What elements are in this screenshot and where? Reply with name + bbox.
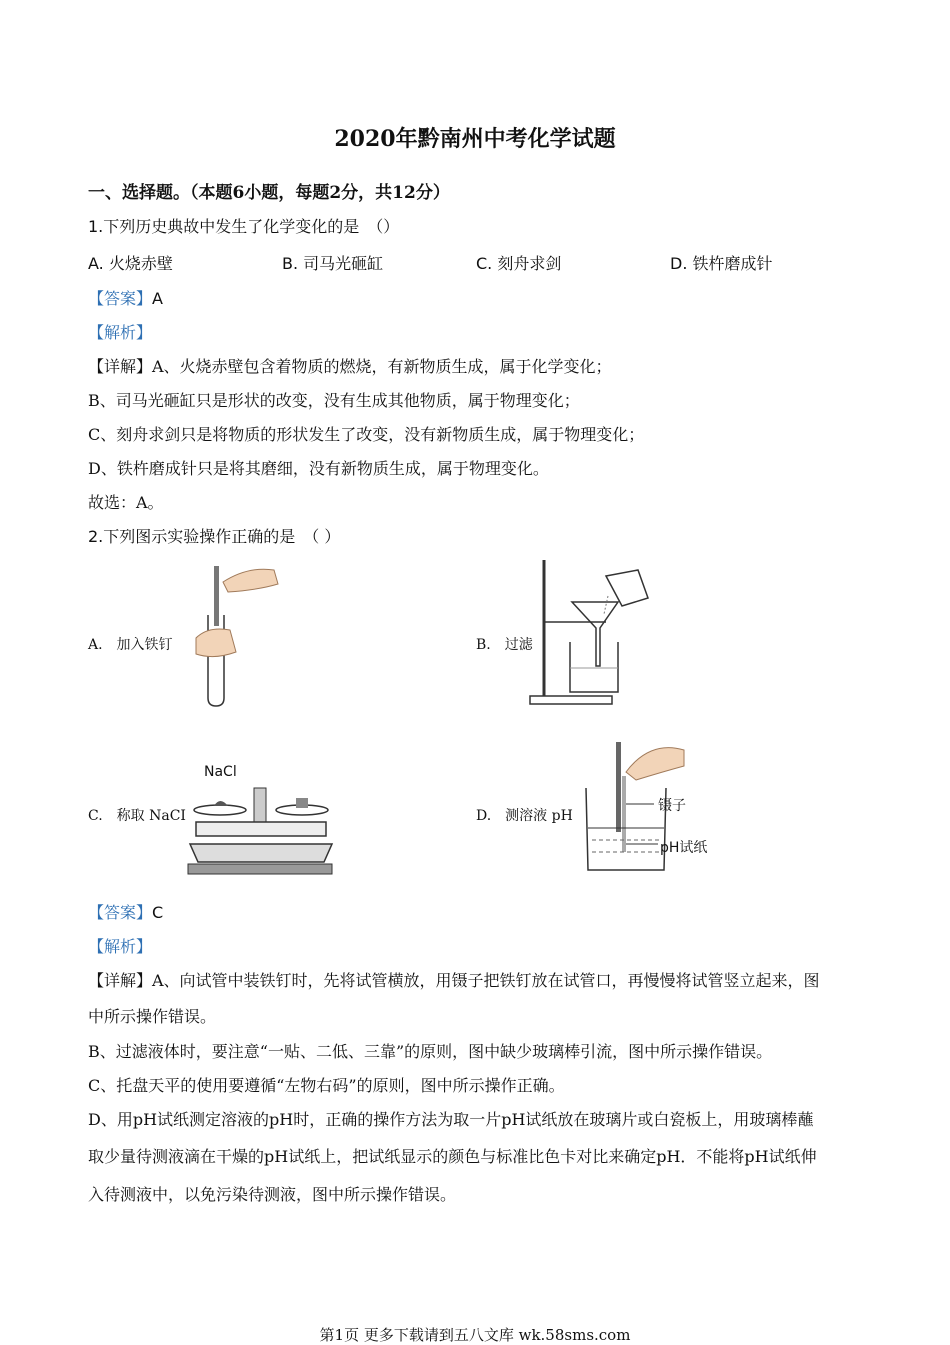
- figure-d-ph-image: [580, 736, 730, 880]
- q2-detail-line: 【详解】A、向试管中装铁钉时，先将试管横放，用镊子把铁钉放在试管口，再慢慢将试管竖立起来，图: [88, 971, 820, 990]
- figure-b-caption: B. 过滤: [476, 637, 533, 653]
- figure-d-caption: D. 测溶液 pH: [476, 808, 573, 824]
- q1-detail-line: 故选：A。: [88, 493, 164, 512]
- question-2-stem: 2.下列图示实验操作正确的是 （ ）: [88, 527, 341, 546]
- q1-detail-line: B、司马光砸缸只是形状的改变，没有生成其他物质，属于物理变化；: [88, 391, 580, 410]
- q2-answer: 【答案】C: [88, 903, 164, 922]
- question-1-stem: 1.下列历史典故中发生了化学变化的是 （）: [88, 217, 400, 236]
- figure-a-caption: A. 加入铁钉: [88, 637, 173, 653]
- q1-detail-line: C、刻舟求剑只是将物质的形状发生了改变，没有新物质生成，属于物理变化；: [88, 425, 645, 444]
- q2-detail-line: D、用pH试纸测定溶液的pH时，正确的操作方法为取一片pH试纸放在玻璃片或白瓷板上，用玻璃棒蘸: [88, 1110, 814, 1129]
- q1-analysis-label: 【解析】: [88, 323, 153, 342]
- ph-paper-label: pH试纸: [660, 840, 708, 856]
- q1-option-d: D. 铁杵磨成针: [670, 254, 773, 273]
- tweezers-label: 镊子: [658, 798, 686, 814]
- page-title: 2020年黔南州中考化学试题: [334, 126, 616, 152]
- q1-detail-line: 【详解】A、火烧赤壁包含着物质的燃烧，有新物质生成，属于化学变化；: [88, 357, 612, 376]
- q2-detail-line: C、托盘天平的使用要遵循“左物右码”的原则，图中所示操作正确。: [88, 1076, 565, 1095]
- page-footer: 第1页 更多下载请到五八文库 wk.58sms.com: [319, 1326, 631, 1344]
- q1-answer: 【答案】A: [88, 289, 163, 308]
- nacl-label: NaCl: [204, 764, 237, 780]
- q1-option-c: C. 刻舟求剑: [476, 254, 562, 273]
- figure-c-balance-image: [186, 756, 334, 880]
- figure-a-test-tube-image: [178, 560, 288, 710]
- q2-detail-line: B、过滤液体时，要注意“一贴、二低、三靠”的原则，图中缺少玻璃棒引流，图中所示操作错误。: [88, 1042, 773, 1061]
- figure-c-caption: C. 称取 NaCI: [88, 808, 186, 824]
- q2-detail-line: 取少量待测液滴在干燥的pH试纸上，把试纸显示的颜色与标准比色卡对比来确定pH．不能将pH试纸伸: [88, 1147, 817, 1166]
- q2-detail-line: 入待测液中，以免污染待测液，图中所示操作错误。: [88, 1185, 457, 1204]
- q1-option-a: A. 火烧赤壁: [88, 254, 173, 273]
- section-heading: 一、选择题。（本题6小题，每题2分，共12分）: [88, 183, 450, 203]
- q2-analysis-label: 【解析】: [88, 937, 153, 956]
- q1-detail-line: D、铁杵磨成针只是将其磨细，没有新物质生成，属于物理变化。: [88, 459, 549, 478]
- figure-b-filtration-image: [526, 556, 656, 708]
- q2-detail-line: 中所示操作错误。: [88, 1007, 217, 1026]
- q1-option-b: B. 司马光砸缸: [282, 254, 384, 273]
